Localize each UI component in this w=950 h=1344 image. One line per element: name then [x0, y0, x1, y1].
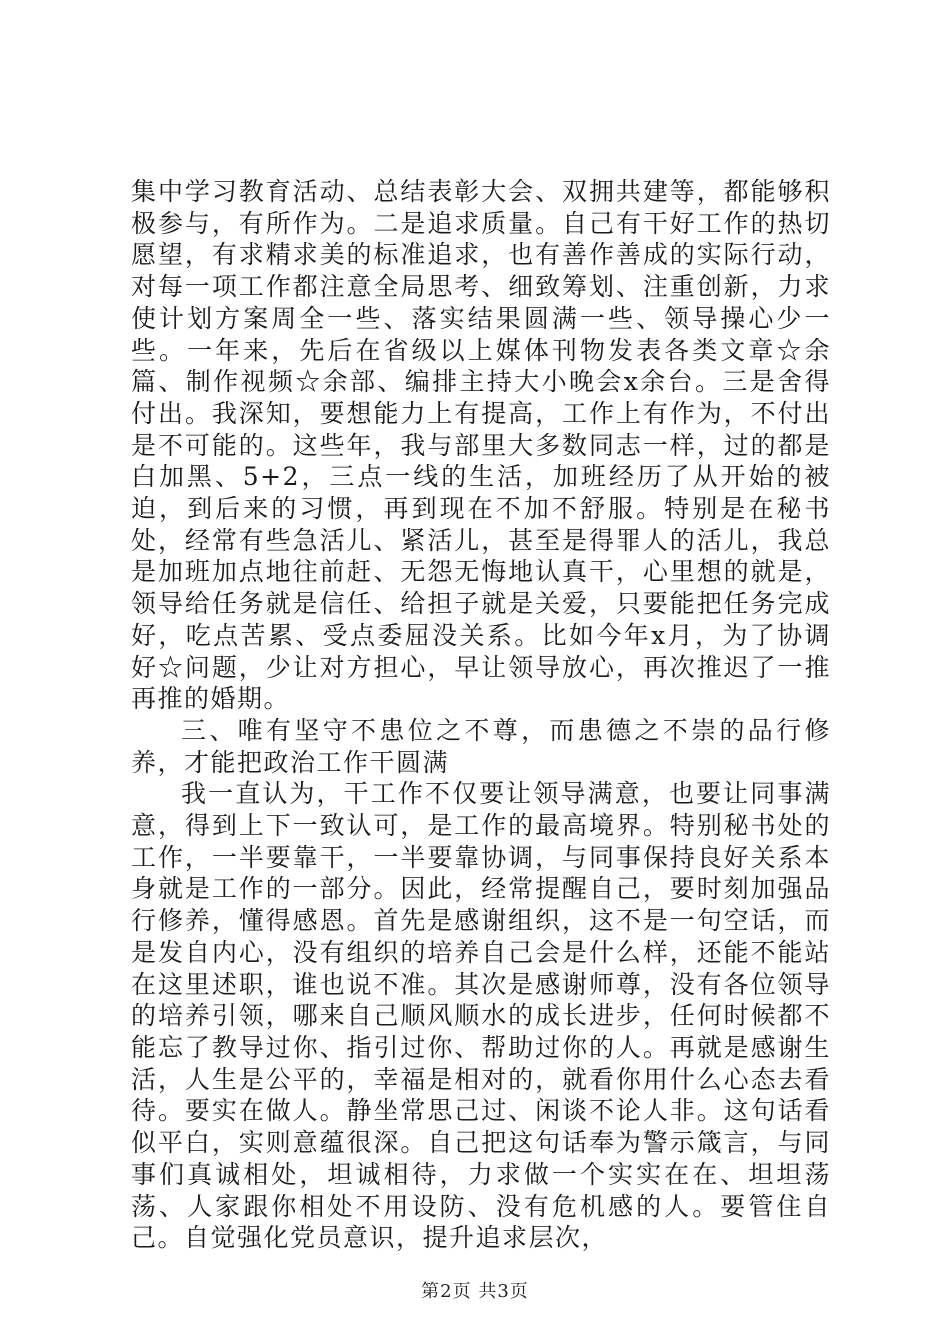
section-heading-three: 三、唯有坚守不患位之不尊，而患德之不崇的品行修养，才能把政治工作干圆满 — [131, 715, 831, 777]
body-paragraph-character: 我一直认为，干工作不仅要让领导满意，也要让同事满意，得到上下一致认可，是工作的最高境界。特别秘书处的工作，一半要靠干，一半要靠协调，与同事保持良好关系本身就是工作的一部分。因此，经常提醒自己，要时刻加强品行修养，懂得感恩。首先是感谢组织，这不是一句空话，而是发自内心，没有组织的培养自己会是什么样，还能不能站在这里述职，谁也说不准。其次是感谢师尊，没有各位领导的培养引领，哪来自己顺风顺水的成长进步，任何时候都不能忘了教导过你、指引过你、帮助过你的人。再就是感谢生活，人生是公平的，幸福是相对的，就看你用什么心态去看待。要实在做人。静坐常思己过、闲谈不论人非。这句话看似平白，实则意蕴很深。自己把这句话奉为警示箴言，与同事们真诚相处，坦诚相待，力求做一个实实在在、坦坦荡荡、人家跟你相处不用设防、没有危机感的人。要管住自己。自觉强化党员意识，提升追求层次， — [131, 779, 831, 1253]
body-paragraph-continuation: 集中学习教育活动、总结表彰大会、双拥共建等，都能够积极参与，有所作为。二是追求质量。自己有干好工作的热切愿望，有求精求美的标准追求，也有善作善成的实际行动，对每一项工作都注意全局思考、细致筹划、注重创新，力求使计划方案周全一些、落实结果圆满一些、领导操心少一些。一年来，先后在省级以上媒体刊物发表各类文章☆余篇、制作视频☆余部、编排主持大小晚会x余台。三是舍得付出。我深知，要想能力上有提高，工作上有作为，不付出是不可能的。这些年，我与部里大多数同志一样，过的都是白加黑、5+2，三点一线的生活，加班经历了从开始的被迫，到后来的习惯，再到现在不加不舒服。特别是在秘书处，经常有些急活儿、紧活儿，甚至是得罪人的活儿，我总是加班加点地往前赶、无怨无悔地认真干，心里想的就是，领导给任务就是信任、给担子就是关爱，只要能把任务完成好，吃点苦累、受点委屈没关系。比如今年x月，为了协调好☆问题，少让对方担心，早让领导放心，再次推迟了一推再推的婚期。 — [131, 177, 831, 714]
document-body — [131, 176, 831, 1254]
page-footer: 第2页 共3页 — [421, 1281, 529, 1302]
